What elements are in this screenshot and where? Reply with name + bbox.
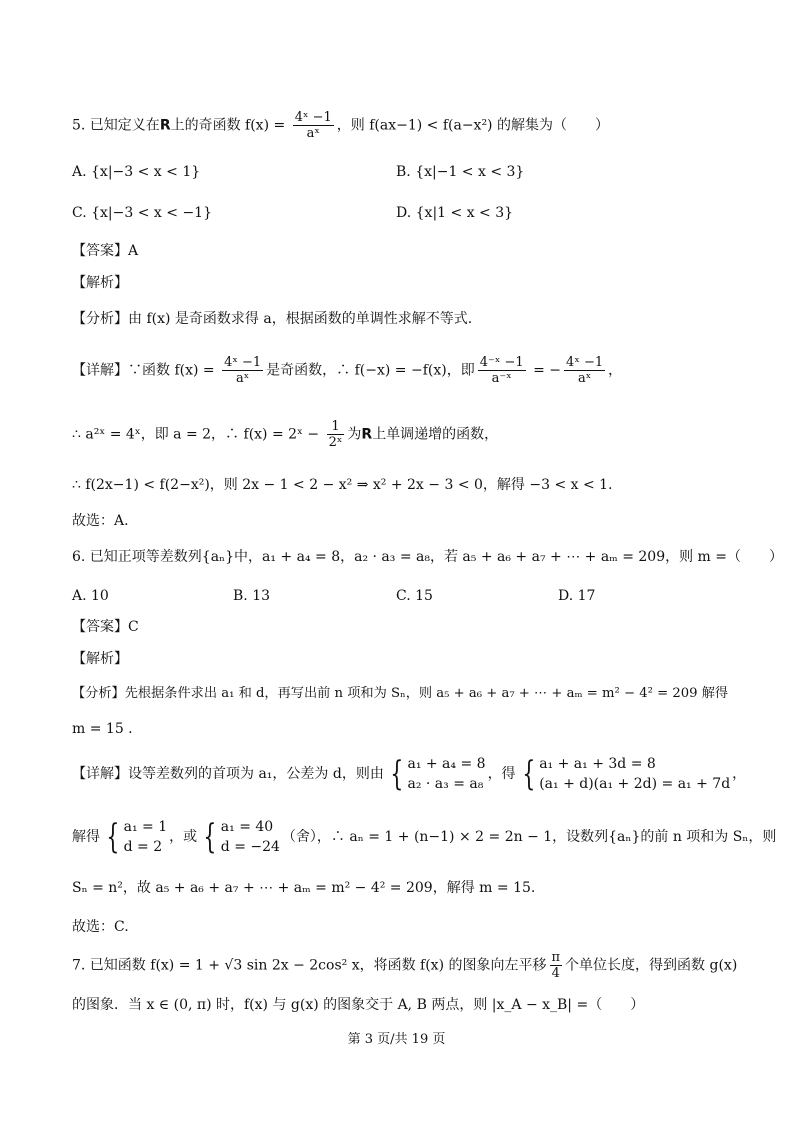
q5-stem: 5. 已知定义在R上的奇函数 f(x) = $\frac{\text{4ˣ −1}}{\text{aˣ}}$ ，则 f(ax−1) < f(a−x²) 的解集为（ ） <box>72 110 609 141</box>
q6-system-1: { a₁ + a₄ = 8 a₂ · a₃ = a₈ <box>390 754 486 794</box>
q7-stem-line1: 7. 已知函数 f(x) = 1 + √3 sin 2x − 2cos² x，将函数 f(x) 的图象向左平移 $\frac{\pi}{4}$ 个单位长度，得到函数 g(x) <box>72 950 738 981</box>
q5-analysis-label: 【解析】 <box>72 275 128 291</box>
q6-system-2: { a₁ + a₁ + 3d = 8 (a₁ + d)(a₁ + 2d) = a₁ + 7d <box>521 754 731 794</box>
q6-stem: 6. 已知正项等差数列{aₙ}中，a₁ + a₄ = 8，a₂ · a₃ = a₈，若 a₅ + a₆ + a₇ + ⋯ + aₘ = 209，则 m =（ ） <box>72 549 784 565</box>
q6-detail-line3: Sₙ = n²，故 a₅ + a₆ + a₇ + ⋯ + aₘ = m² − 4² = 209，解得 m = 15. <box>72 880 536 896</box>
q5-choose: 故选：A. <box>72 513 129 529</box>
q5-answer: 【答案】A <box>72 243 139 259</box>
q6-system-4: { a₁ = 40 d = −24 <box>203 817 280 857</box>
q6-system-3: { a₁ = 1 d = 2 <box>106 817 168 857</box>
q5-option-a: A. {x|−3 < x < 1} <box>72 164 201 180</box>
q5-option-d: D. {x|1 < x < 3} <box>396 205 514 221</box>
q5-option-b: B. {x|−1 < x < 3} <box>396 164 525 180</box>
q6-detail-line1: 【详解】设等差数列的首项为 a₁，公差为 d，则由 { a₁ + a₄ = 8 a₂ · a₃ = a₈ ，得 { a₁ + a₁ + 3d = 8 (a₁ + d)(a₁ + 2d) = a₁ + 7d ， <box>72 754 747 794</box>
q7-stem-line2: 的图象．当 x ∈ (0, π) 时，f(x) 与 g(x) 的图象交于 A, B 两点，则 |x_A − x_B| =（ ） <box>72 997 645 1013</box>
q6-analysis-label: 【解析】 <box>72 651 128 667</box>
q6-fenxi: 【分析】先根据条件求出 a₁ 和 d，再写出前 n 项和为 Sₙ，则 a₅ + a₆ + a₇ + ⋯ + aₘ = m² − 4² = 209 解得 <box>72 686 729 701</box>
q7-fraction: $\frac{\pi}{4}$ <box>551 950 561 981</box>
q5-detail-line1: 【详解】∵函数 f(x) = $\frac{\text{4ˣ −1}}{\text{aˣ}}$ 是奇函数，∴ f(−x) = −f(x)，即 $\frac{\text{4⁻ˣ −1}}{\text{a⁻ˣ}}$ = − $\frac{\text{4ˣ −1}}{\text{aˣ}}$ ， <box>72 355 623 386</box>
q6-choose: 故选：C. <box>72 919 129 935</box>
q6-option-c: C. 15 <box>396 588 433 604</box>
q6-option-b: B. 13 <box>233 588 271 604</box>
q5-detail-line2: ∴ a²ˣ = 4ˣ，即 a = 2，∴ f(x) = 2ˣ − $\frac{1}{\text{2ˣ}}$ 为R上单调递增的函数， <box>72 419 499 450</box>
q6-fenxi-2: m = 15 . <box>72 721 133 737</box>
q5-option-c: C. {x|−3 < x < −1} <box>72 205 212 221</box>
q5-detail-line3: ∴ f(2x−1) < f(2−x²)，则 2x − 1 < 2 − x² ⇒ x² + 2x − 3 < 0，解得 −3 < x < 1. <box>72 477 613 493</box>
q6-detail-line2: 解得 { a₁ = 1 d = 2 ，或 { a₁ = 40 d = −24 （舍），∴ aₙ = 1 + (n−1) × 2 = 2n − 1，设数列{aₙ}的前 n 项和为 Sₙ，则 <box>72 817 777 857</box>
q6-option-a: A. 10 <box>72 588 109 604</box>
q5-fraction: $\frac{\text{4ˣ −1}}{\text{aˣ}}$ <box>294 110 332 141</box>
q6-option-d: D. 17 <box>558 588 596 604</box>
q5-fenxi: 【分析】由 f(x) 是奇函数求得 a，根据函数的单调性求解不等式. <box>72 311 473 327</box>
q6-answer: 【答案】C <box>72 619 139 635</box>
page-footer: 第 3 页/共 19 页 <box>347 1032 446 1047</box>
